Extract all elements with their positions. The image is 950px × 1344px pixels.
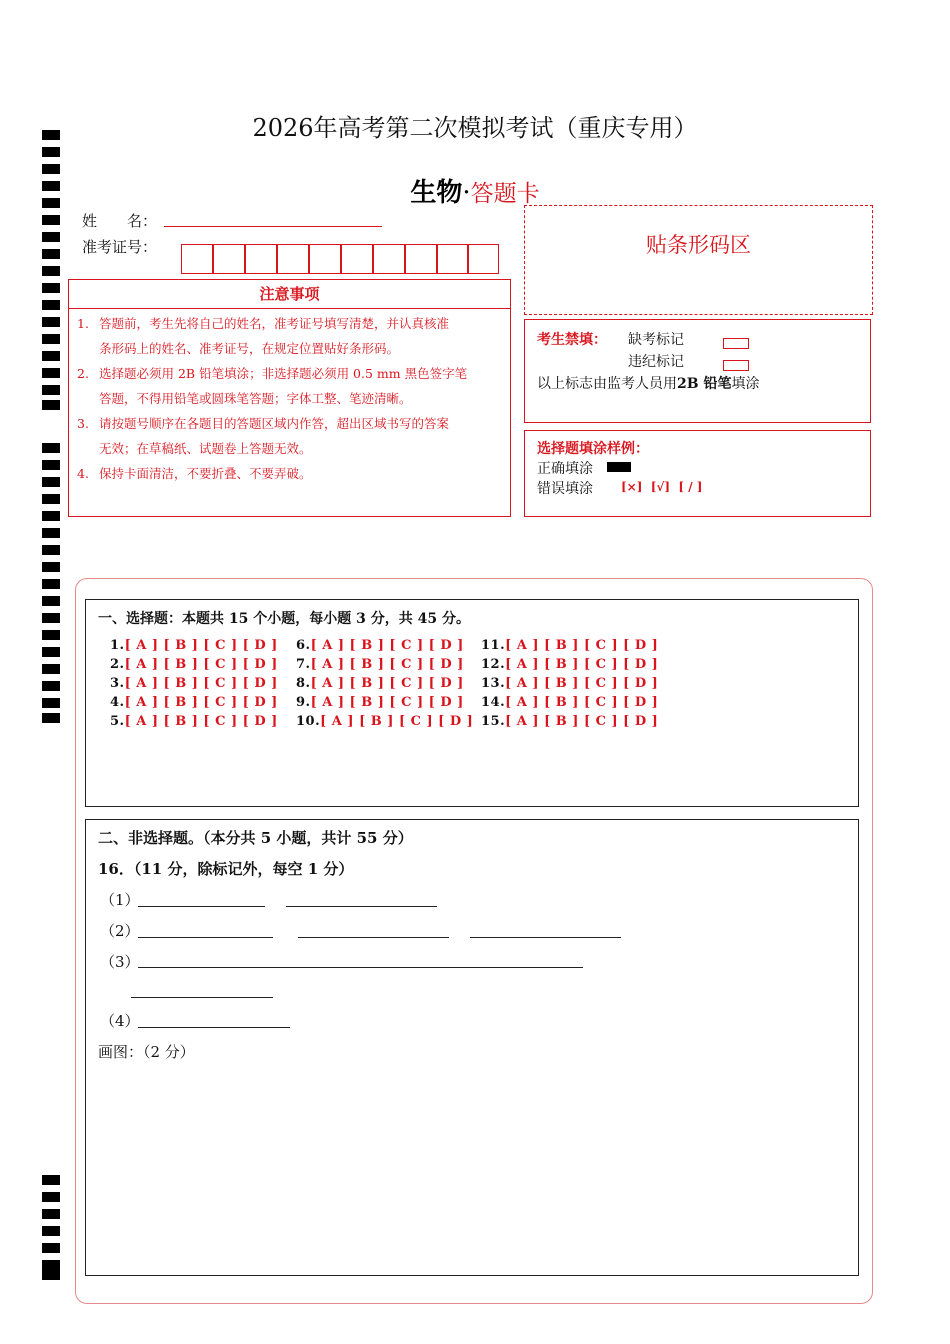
answer-options[interactable]: [ A ] [ B ] [ C ] [ D ] [124,714,278,729]
timing-mark [42,385,60,395]
choice-question[interactable] [296,714,473,729]
exam-id-digit-box[interactable] [181,244,213,274]
timing-mark [42,317,60,327]
answer-options[interactable]: [ A ] [ B ] [ C ] [ D ] [310,657,464,672]
proctor-note-bold: 2B 铅笔 [677,376,732,392]
proctor-note-suffix: 填涂 [731,376,760,392]
timing-mark [42,232,60,242]
timing-mark [42,1209,60,1219]
choice-section-title: 一、选择题：本题共 15 个小题，每小题 3 分，共 45 分。 [98,611,470,627]
answer-options[interactable]: [ A ] [ B ] [ C ] [ D ] [505,657,659,672]
notice-item [77,361,507,411]
notice-text: 答题，不得用铅笔或圆珠笔答题；字体工整、笔迹清晰。 [99,391,412,406]
sample-title: 选择题填涂样例： [537,441,649,457]
timing-mark [42,1192,60,1202]
notice-text: 无效；在草稿纸、试题卷上答题无效。 [99,441,312,456]
question-number: 6. [296,638,311,653]
choice-question[interactable] [481,657,658,672]
timing-mark [42,664,60,674]
timing-mark [42,630,60,640]
choice-question[interactable] [296,676,464,691]
timing-mark [42,443,60,453]
violation-mark-box[interactable] [723,355,749,374]
correct-label: 正确填涂 [537,461,593,477]
exam-title: 2026年高考第二次模拟考试（重庆专用） [252,114,698,142]
choice-question[interactable] [110,695,278,710]
violation-label: 违纪标记 [628,354,684,370]
choice-question[interactable] [110,714,278,729]
question-number: 3. [110,676,125,691]
choice-question[interactable] [110,638,278,653]
barcode-area: 贴条形码区 [524,205,873,315]
answer-options[interactable]: [ A ] [ B ] [ C ] [ D ] [320,714,474,729]
part-1-label: （1） [100,891,140,909]
non-choice-section [85,819,859,1276]
question-16-title: 16．（11 分，除标记外，每空 1 分） [98,860,354,878]
answer-line[interactable] [138,1027,290,1028]
answer-options[interactable]: [ A ] [ B ] [ C ] [ D ] [505,638,659,653]
timing-mark [42,477,60,487]
exam-id-digit-box[interactable] [437,244,469,274]
timing-mark [42,579,60,589]
proctor-note-prefix: 以上标志由监考人员用 [537,376,677,392]
answer-options[interactable]: [ A ] [ B ] [ C ] [ D ] [124,638,278,653]
choice-question[interactable] [296,695,464,710]
notice-text: 答题前，考生先将自己的姓名，准考证号填写清楚，并认真核准 [99,316,450,331]
timing-mark [42,511,60,521]
timing-mark [42,300,60,310]
timing-mark [42,215,60,225]
notice-text: 条形码上的姓名、准考证号，在规定位置贴好条形码。 [99,341,400,356]
choice-question[interactable] [481,676,658,691]
timing-mark [42,1226,60,1236]
exam-id-digit-box[interactable] [309,244,341,274]
name-label: 姓 名： [82,212,158,230]
timing-mark [42,368,60,378]
timing-mark [42,698,60,708]
choice-question[interactable] [296,638,464,653]
proctor-label: 考生禁填： [537,332,607,348]
choice-question[interactable] [481,714,658,729]
filled-mark-icon [607,462,631,472]
question-number: 12. [481,657,506,672]
timing-mark [42,713,60,723]
choice-question[interactable] [481,638,658,653]
choice-section [85,599,859,807]
question-number: 8. [296,676,311,691]
timing-mark [42,334,60,344]
exam-id-digit-box[interactable] [467,244,499,274]
answer-options[interactable]: [ A ] [ B ] [ C ] [ D ] [505,714,659,729]
timing-mark [42,283,60,293]
absent-label: 缺考标记 [628,332,684,348]
question-number: 15. [481,714,506,729]
timing-mark [42,596,60,606]
timing-mark [42,494,60,504]
answer-line[interactable] [470,937,621,938]
notice-num: 4. [77,466,89,481]
timing-mark [42,681,60,691]
timing-mark [42,1270,60,1280]
checkbox-icon [723,360,749,371]
timing-mark [42,1260,60,1270]
part-3-label: （3） [100,953,140,971]
timing-mark [42,528,60,538]
notice-title: 注意事项 [68,279,511,309]
timing-mark [42,562,60,572]
non-choice-section-title: 二、非选择题。（本分共 5 小题，共计 55 分） [98,829,413,847]
timing-mark [42,266,60,276]
question-number: 10. [296,714,321,729]
exam-id-digit-box[interactable] [341,244,373,274]
answer-line[interactable] [131,997,273,998]
timing-mark [42,1175,60,1185]
drawing-area[interactable] [98,1068,846,1268]
question-number: 11. [481,638,506,653]
part-2-label: （2） [100,922,140,940]
answer-line[interactable] [286,906,437,907]
notice-num: 2. [77,366,89,381]
part-4-label: （4） [100,1012,140,1030]
question-number: 1. [110,638,125,653]
timing-mark [42,613,60,623]
checkbox-icon [723,338,749,349]
answer-line[interactable] [138,906,265,907]
proctor-box [524,319,871,423]
answer-options[interactable]: [ A ] [ B ] [ C ] [ D ] [310,695,464,710]
timing-mark [42,400,60,410]
exam-id-digit-box[interactable] [373,244,405,274]
wrong-marks: [×] [√] [ / ] [621,480,703,494]
absent-mark-box[interactable] [723,333,749,352]
choice-question[interactable] [110,657,278,672]
proctor-note [537,373,759,393]
question-number: 7. [296,657,311,672]
answer-options[interactable]: [ A ] [ B ] [ C ] [ D ] [124,676,278,691]
notice-text: 请按题号顺序在各题目的答题区域内作答，超出区域书写的答案 [99,416,450,431]
question-number: 5. [110,714,125,729]
choice-question[interactable] [110,676,278,691]
timing-mark [42,249,60,259]
answer-options[interactable]: [ A ] [ B ] [ C ] [ D ] [505,695,659,710]
notice-item [77,311,507,361]
timing-mark [42,647,60,657]
notice-num: 3. [77,416,89,431]
answer-line[interactable] [138,937,273,938]
card-subtitle [0,172,950,209]
timing-mark [42,147,60,157]
question-number: 2. [110,657,125,672]
answer-options[interactable]: [ A ] [ B ] [ C ] [ D ] [310,638,464,653]
drawing-label: 画图：（2 分） [98,1043,195,1061]
timing-mark [42,545,60,555]
choice-question[interactable] [481,695,658,710]
question-number: 9. [296,695,311,710]
subject-name: 生物 [410,178,463,208]
name-field[interactable] [164,226,382,227]
question-number: 4. [110,695,125,710]
card-label: 答题卡 [470,181,540,207]
exam-id-digit-box[interactable] [213,244,245,274]
exam-id-digit-box[interactable] [277,244,309,274]
answer-options[interactable]: [ A ] [ B ] [ C ] [ D ] [124,695,278,710]
exam-id-label: 准考证号： [82,238,158,256]
notice-item [77,461,507,486]
timing-mark [42,460,60,470]
notice-item [77,411,507,461]
subtitle-separator: · [462,178,471,208]
answer-options[interactable]: [ A ] [ B ] [ C ] [ D ] [505,676,659,691]
timing-mark [42,351,60,361]
exam-id-digit-box[interactable] [405,244,437,274]
notice-text: 保持卡面清洁，不要折叠、不要弄破。 [99,466,312,481]
answer-line[interactable] [298,937,449,938]
answer-options[interactable]: [ A ] [ B ] [ C ] [ D ] [310,676,464,691]
exam-id-digit-box[interactable] [245,244,277,274]
timing-mark [42,1243,60,1253]
wrong-label: 错误填涂 [537,481,593,497]
notice-text: 选择题必须用 2B 铅笔填涂；非选择题必须用 0.5 mm 黑色签字笔 [99,366,468,381]
answer-options[interactable]: [ A ] [ B ] [ C ] [ D ] [124,657,278,672]
question-number: 13. [481,676,506,691]
fill-sample-box [524,430,871,517]
answer-line[interactable] [138,967,583,968]
choice-question[interactable] [296,657,464,672]
notice-num: 1. [77,316,89,331]
notice-body [68,309,511,517]
question-number: 14. [481,695,506,710]
